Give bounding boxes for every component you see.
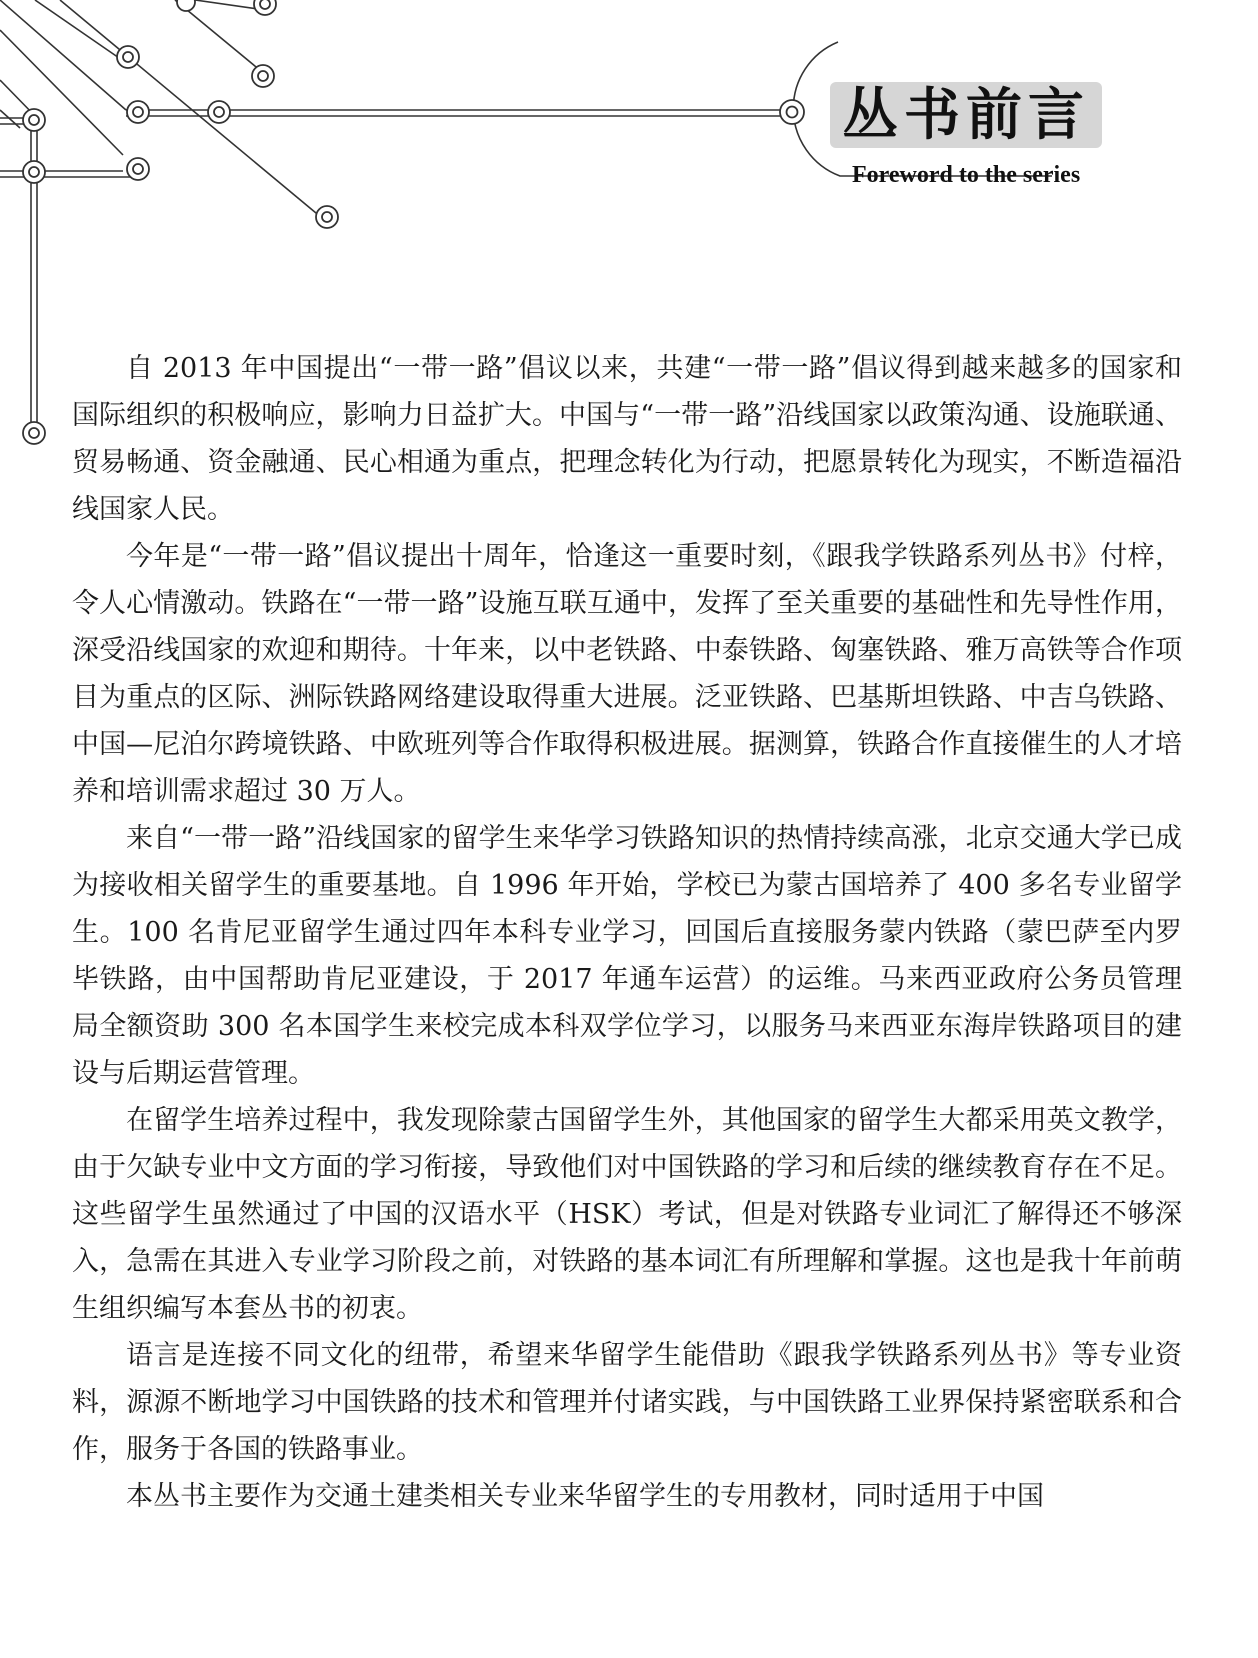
circuit-node (177, 0, 195, 11)
foreword-body (72, 345, 1182, 1520)
paragraph: 本丛书主要作为交通土建类相关专业来华留学生的专用教材，同时适用于中国 (126, 1481, 1044, 1512)
paragraph: 来自“一带一路”沿线国家的留学生来华学习铁路知识的热情持续高涨，北京交通大学已成为接收相关留学生的重要基地。自 1996 年开始，学校已为蒙古国培养了 400 多名专业留学生。100 名肯尼亚留学生通过四年本科专业学习，回国后直接服务蒙内铁路（蒙巴萨至内罗毕铁路，由中国帮助肯尼亚建设，于 2017 年通车运营）的运维。马来西亚政府公务员管理局全额资助 300 名本国学生来校完成本科双学位学习，以服务马来西亚东海岸铁路项目的建设与后期运营管理。 (72, 823, 1182, 1089)
paragraph: 今年是“一带一路”倡议提出十周年，恰逢这一重要时刻，《跟我学铁路系列丛书》付梓，令人心情激动。铁路在“一带一路”设施互联互通中，发挥了至关重要的基础性和先导性作用，深受沿线国家的欢迎和期待。十年来，以中老铁路、中泰铁路、匈塞铁路、雅万高铁等合作项目为重点的区际、洲际铁路网络建设取得重大进展。泛亚铁路、巴基斯坦铁路、中吉乌铁路、中国—尼泊尔跨境铁路、中欧班列等合作取得积极进展。据测算，铁路合作直接催生的人才培养和培训需求超过 30 万人。 (72, 541, 1182, 807)
paragraph: 在留学生培养过程中，我发现除蒙古国留学生外，其他国家的留学生大都采用英文教学，由于欠缺专业中文方面的学习衔接，导致他们对中国铁路的学习和后续的继续教育存在不足。这些留学生虽然通过了中国的汉语水平（HSK）考试，但是对铁路专业词汇了解得还不够深入，急需在其进入专业学习阶段之前，对铁路的基本词汇有所理解和掌握。这也是我十年前萌生组织编写本套丛书的初衷。 (72, 1105, 1182, 1324)
title-box (830, 82, 1102, 148)
page-title: 丛书前言 (842, 82, 1090, 148)
paragraph: 自 2013 年中国提出“一带一路”倡议以来，共建“一带一路”倡议得到越来越多的国家和国际组织的积极响应，影响力日益扩大。中国与“一带一路”沿线国家以政策沟通、设施联通、贸易畅通、资金融通、民心相通为重点，把理念转化为行动，把愿景转化为现实，不断造福沿线国家人民。 (72, 353, 1182, 525)
paragraph: 语言是连接不同文化的纽带，希望来华留学生能借助《跟我学铁路系列丛书》等专业资料，源源不断地学习中国铁路的技术和管理并付诸实践，与中国铁路工业界保持紧密联系和合作，服务于各国的铁路事业。 (72, 1340, 1182, 1465)
page-subtitle: Foreword to the series (852, 162, 1081, 188)
